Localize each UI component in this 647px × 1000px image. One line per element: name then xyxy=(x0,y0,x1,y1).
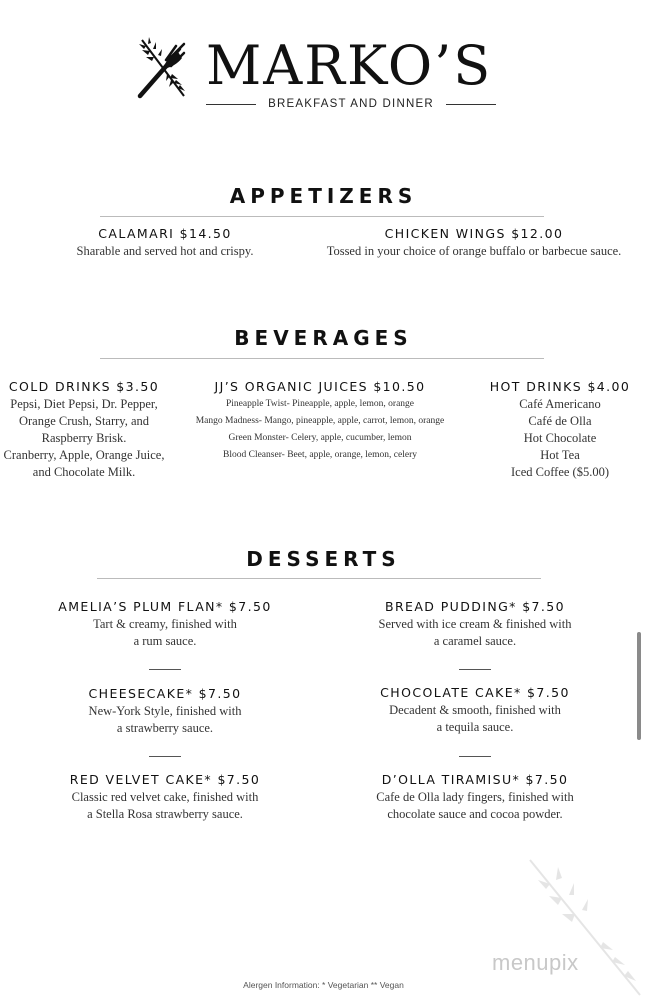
menu-item-hot-drinks xyxy=(482,378,638,481)
menu-item-chocolate-cake xyxy=(345,684,605,736)
item-separator xyxy=(459,669,491,670)
item-name: CHOCOLATE CAKE* $7.50 xyxy=(380,685,570,700)
allergen-note: Alergen Information: * Vegetarian ** Vegan xyxy=(243,980,404,990)
beverages-heading: BEVERAGES xyxy=(234,326,413,350)
item-description-line: and Chocolate Milk. xyxy=(32,465,136,479)
brand-name: MARKO’S xyxy=(206,34,493,97)
item-description-line: Served with ice cream & finished with xyxy=(378,617,572,631)
item-description-line: New-York Style, finished with xyxy=(88,704,242,718)
desserts-heading: DESSERTS xyxy=(246,547,401,571)
fork-and-herb-icon xyxy=(134,36,192,100)
item-description-line: Cranberry, Apple, Orange Juice, xyxy=(3,448,165,462)
item-description-line: Hot Chocolate xyxy=(523,431,597,445)
menu-item-cheesecake xyxy=(35,685,295,737)
item-description: Sharable and served hot and crispy. xyxy=(76,244,254,258)
appetizers-heading: APPETIZERS xyxy=(229,184,418,208)
item-name: D’OLLA TIRAMISU* $7.50 xyxy=(381,772,569,787)
menu-item-organic-juices xyxy=(172,378,468,464)
item-name: HOT DRINKS $4.00 xyxy=(489,379,631,394)
item-name: RED VELVET CAKE* $7.50 xyxy=(69,772,261,787)
menu-item-tiramisu xyxy=(345,771,605,823)
vertical-scrollbar[interactable] xyxy=(637,632,641,740)
item-name: JJ’S ORGANIC JUICES $10.50 xyxy=(214,379,426,394)
menu-item-cold-drinks xyxy=(0,378,168,481)
item-description: Tossed in your choice of orange buffalo or barbecue sauce. xyxy=(326,244,622,258)
item-description-line: Mango Madness- Mango, pineapple, apple, carrot, lemon, orange xyxy=(195,416,445,426)
item-description-line: Pepsi, Diet Pepsi, Dr. Pepper, xyxy=(10,397,158,411)
item-description-line: Café Americano xyxy=(519,397,601,411)
item-separator xyxy=(149,669,181,670)
menu-item-red-velvet-cake xyxy=(35,771,295,823)
beverages-divider xyxy=(100,358,544,359)
item-name: CHICKEN WINGS $12.00 xyxy=(384,226,564,241)
item-description-line: Blood Cleanser- Beet, apple, orange, lemon, celery xyxy=(223,450,417,460)
item-description-line: Iced Coffee ($5.00) xyxy=(511,465,609,479)
item-description-line: Café de Olla xyxy=(528,414,592,428)
item-description-line: a strawberry sauce. xyxy=(116,721,214,735)
item-name: BREAD PUDDING* $7.50 xyxy=(385,599,565,614)
desserts-divider xyxy=(97,578,541,579)
item-description-line: a tequila sauce. xyxy=(436,720,514,734)
item-description-line: a Stella Rosa strawberry sauce. xyxy=(87,807,243,821)
item-name: AMELIA’S PLUM FLAN* $7.50 xyxy=(58,599,272,614)
tagline-divider-left xyxy=(206,104,256,105)
item-description-line: Classic red velvet cake, finished with xyxy=(71,790,259,804)
item-description-line: a rum sauce. xyxy=(133,634,197,648)
item-name: CHEESECAKE* $7.50 xyxy=(88,686,242,701)
appetizers-divider xyxy=(100,216,544,217)
herb-watermark-icon xyxy=(520,850,647,1000)
item-description-line: Pineapple Twist- Pineapple, apple, lemon, orange xyxy=(225,399,415,409)
tagline-divider-right xyxy=(446,104,496,105)
menu-item-plum-flan xyxy=(35,598,295,650)
tagline: BREAKFAST AND DINNER xyxy=(268,98,434,110)
restaurant-logo xyxy=(134,34,504,116)
item-description-line: a caramel sauce. xyxy=(433,634,517,648)
item-description-line: Hot Tea xyxy=(540,448,580,462)
item-separator xyxy=(149,756,181,757)
menupix-watermark: menupix xyxy=(492,950,579,975)
item-description-line: Orange Crush, Starry, and xyxy=(18,414,150,428)
menu-item-bread-pudding xyxy=(345,598,605,650)
item-description-line: Green Monster- Celery, apple, cucumber, lemon xyxy=(228,433,412,443)
item-description-line: chocolate sauce and cocoa powder. xyxy=(387,807,563,821)
item-description-line: Tart & creamy, finished with xyxy=(93,617,237,631)
tagline-row xyxy=(206,96,496,112)
item-name: COLD DRINKS $3.50 xyxy=(8,379,160,394)
item-description-line: Decadent & smooth, finished with xyxy=(389,703,561,717)
item-description-line: Raspberry Brisk. xyxy=(41,431,127,445)
item-separator xyxy=(459,756,491,757)
item-name: CALAMARI $14.50 xyxy=(98,226,232,241)
menu-item-chicken-wings xyxy=(300,225,647,260)
item-description-line: Cafe de Olla lady fingers, finished with xyxy=(376,790,574,804)
menu-item-calamari xyxy=(45,225,285,260)
